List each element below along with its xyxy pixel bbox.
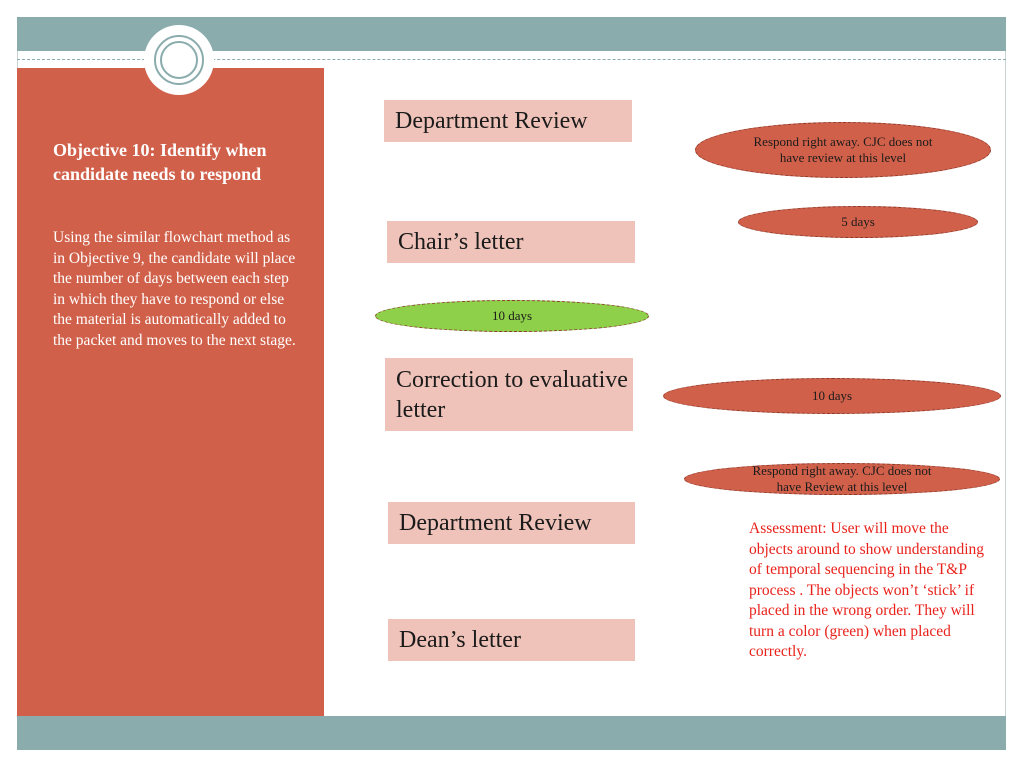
- circle-emblem-ring: [154, 35, 204, 85]
- objective-title: Objective 10: Identify when candidate needs to respond: [53, 140, 267, 184]
- oval-10-days[interactable]: 10 days: [663, 378, 1001, 414]
- bottom-band: [17, 716, 1006, 750]
- step-box-correction-letter[interactable]: Correction to evaluative letter: [385, 358, 633, 431]
- circle-emblem-icon: [144, 25, 214, 95]
- oval-respond-right-away-1[interactable]: Respond right away. CJC does not have review at this level: [695, 122, 991, 178]
- assessment-note: Assessment: User will move the objects around to show understanding of temporal sequencing in the T&P process . The objects won’t ‘stick’ if placed in the wrong order. They will turn a color (green) when placed correctly.: [749, 520, 985, 660]
- step-box-deans-letter[interactable]: Dean’s letter: [388, 619, 635, 661]
- step-box-chairs-letter[interactable]: Chair’s letter: [387, 221, 635, 263]
- step-box-department-review-1[interactable]: Department Review: [384, 100, 632, 142]
- objective-description: Using the similar flowchart method as in Objective 9, the candidate will place the number of days between each step in which they have to respond or else the material is automatically added to the packet and moves to the next stage.: [53, 229, 296, 349]
- step-box-department-review-2[interactable]: Department Review: [388, 502, 635, 544]
- circle-emblem-inner-ring: [160, 41, 198, 79]
- oval-respond-right-away-2[interactable]: Respond right away. CJC does not have Review at this level: [684, 463, 1000, 495]
- oval-10-days-green[interactable]: 10 days: [375, 300, 649, 332]
- oval-5-days[interactable]: 5 days: [738, 206, 978, 238]
